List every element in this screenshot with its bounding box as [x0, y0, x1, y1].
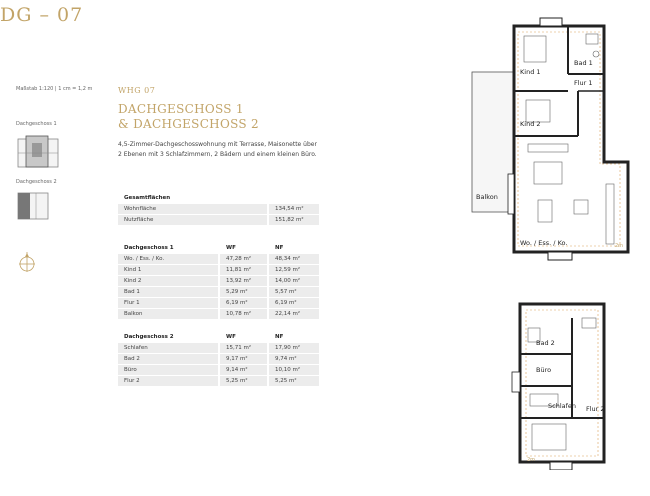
cell-label: Wohnfläche	[118, 204, 269, 214]
room-kind1: Kind 1	[520, 68, 541, 76]
floorplan-dachgeschoss-1	[468, 14, 638, 266]
cell-nf: 14,00 m²	[269, 276, 319, 286]
thumb-dachgeschoss-2[interactable]	[16, 191, 50, 225]
dg1-col-wf: WF	[226, 244, 236, 251]
cell-wf: 11,81 m²	[220, 265, 269, 275]
table-row	[118, 354, 319, 364]
room-kind2: Kind 2	[520, 120, 541, 128]
scale-label-2: 2m	[527, 457, 536, 463]
cell-nf: 48,34 m²	[269, 254, 319, 264]
room-bad1: Bad 1	[574, 59, 593, 67]
unit-description	[118, 140, 318, 160]
unit-title	[118, 102, 259, 132]
dg1-col-nf: NF	[275, 244, 284, 251]
room-flur2: Flur 2	[586, 405, 605, 413]
gesamt-header: Gesamtflächen	[124, 194, 171, 201]
cell-label: Schlafen	[118, 343, 220, 353]
cell-wf: 13,92 m²	[220, 276, 269, 286]
cell-label: Nutzfläche	[118, 215, 269, 225]
table-row	[118, 287, 319, 297]
room-buero: Büro	[536, 366, 552, 374]
cell-label: Kind 1	[118, 265, 220, 275]
table-row	[118, 343, 319, 353]
cell-label: Wo. / Ess. / Ko.	[118, 254, 220, 264]
cell-nf: 9,74 m²	[269, 354, 319, 364]
cell-nf: 12,59 m²	[269, 265, 319, 275]
thumb2-label: Dachgeschoss 2	[16, 179, 57, 185]
unit-title-line2: & DACHGESCHOSS 2	[118, 117, 259, 131]
cell-wf: 5,25 m²	[220, 376, 269, 386]
cell-wf: 9,14 m²	[220, 365, 269, 375]
table-row	[118, 298, 319, 308]
cell-wf: 9,17 m²	[220, 354, 269, 364]
cell-label: Flur 2	[118, 376, 220, 386]
cell-nf: 17,90 m²	[269, 343, 319, 353]
page-title: DG – 07	[0, 4, 84, 26]
room-balkon: Balkon	[476, 193, 498, 201]
gesamt-table	[118, 191, 319, 226]
cell-nf: 5,57 m²	[269, 287, 319, 297]
cell-wf: 15,71 m²	[220, 343, 269, 353]
floorplan-dachgeschoss-2	[510, 298, 614, 470]
room-flur1: Flur 1	[574, 79, 593, 87]
table-row	[118, 309, 319, 319]
room-wohnen: Wo. / Ess. / Ko.	[520, 239, 568, 247]
thumb1-label: Dachgeschoss 1	[16, 121, 57, 127]
cell-nf: 22,14 m²	[269, 309, 319, 319]
cell-label: Balkon	[118, 309, 220, 319]
dg2-col-wf: WF	[226, 333, 236, 340]
desc-line2: 2 Ebenen mit 3 Schlafzimmern, 2 Bädern und einem kleinen Büro.	[118, 151, 317, 158]
table-row	[118, 254, 319, 264]
table-row	[118, 365, 319, 375]
cell-nf: 10,10 m²	[269, 365, 319, 375]
unit-title-line1: DACHGESCHOSS 1	[118, 102, 244, 116]
dg1-header: Dachgeschoss 1	[124, 244, 174, 251]
dg2-header: Dachgeschoss 2	[124, 333, 174, 340]
unit-code: WHG 07	[118, 86, 156, 95]
compass-icon	[16, 251, 38, 277]
cell-wf: 10,78 m²	[220, 309, 269, 319]
cell-wf: 47,28 m²	[220, 254, 269, 264]
table-row	[118, 376, 319, 386]
dg1-table	[118, 241, 319, 320]
scale-label-1: 2m	[615, 243, 624, 249]
table-row	[118, 204, 319, 214]
dg2-col-nf: NF	[275, 333, 284, 340]
desc-line1: 4,5-Zimmer-Dachgeschosswohnung mit Terrasse, Maisonette über	[118, 141, 317, 148]
table-row	[118, 276, 319, 286]
cell-label: Bad 1	[118, 287, 220, 297]
scale-note: Maßstab 1:120 | 1 cm = 1,2 m	[16, 86, 93, 92]
cell-label: Kind 2	[118, 276, 220, 286]
cell-value: 134,54 m²	[269, 204, 319, 214]
cell-nf: 5,25 m²	[269, 376, 319, 386]
cell-value: 151,82 m²	[269, 215, 319, 225]
cell-label: Flur 1	[118, 298, 220, 308]
cell-nf: 6,19 m²	[269, 298, 319, 308]
cell-label: Büro	[118, 365, 220, 375]
table-row	[118, 265, 319, 275]
room-schlafen: Schlafen	[548, 402, 577, 410]
cell-label: Bad 2	[118, 354, 220, 364]
dg2-table	[118, 330, 319, 387]
room-bad2: Bad 2	[536, 339, 555, 347]
thumb-dachgeschoss-1[interactable]	[16, 133, 60, 175]
cell-wf: 6,19 m²	[220, 298, 269, 308]
table-row	[118, 215, 319, 225]
cell-wf: 5,29 m²	[220, 287, 269, 297]
